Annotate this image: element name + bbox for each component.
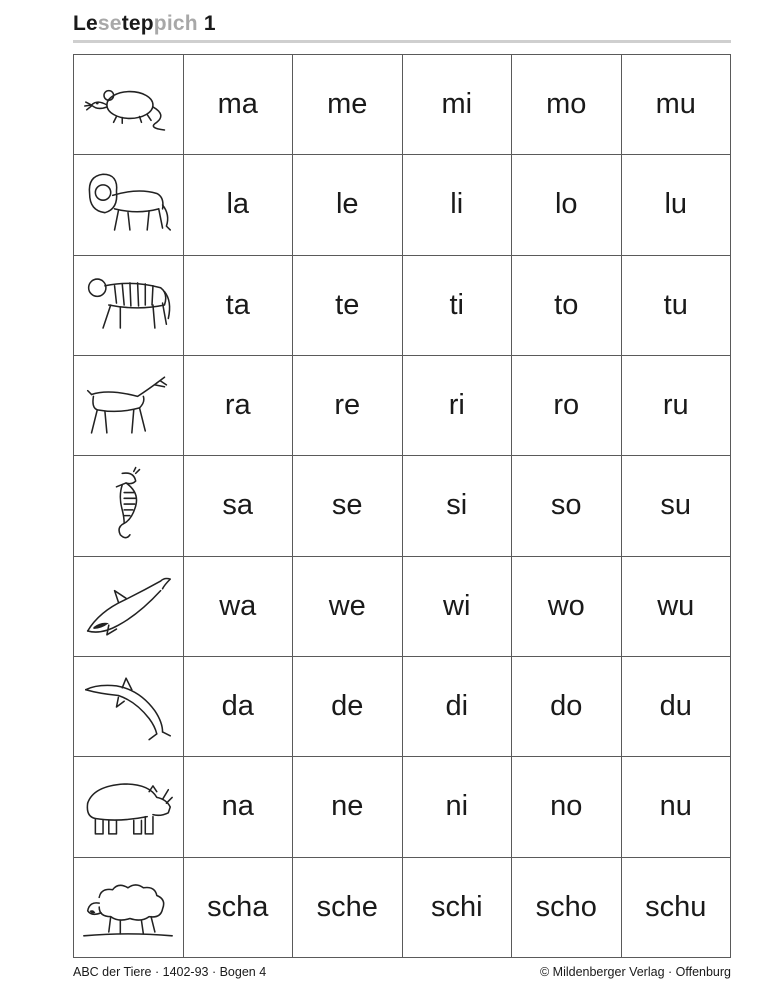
syllable-cell: ta: [184, 256, 294, 356]
animal-cell: [74, 657, 184, 757]
orca-icon: [80, 566, 176, 646]
syllable-cell: scha: [184, 858, 294, 958]
animal-cell: [74, 155, 184, 255]
syllable-cell: te: [293, 256, 403, 356]
title-part: 1: [197, 12, 216, 35]
syllable-cell: ru: [622, 356, 732, 456]
syllable-cell: scho: [512, 858, 622, 958]
animal-cell: [74, 55, 184, 155]
seahorse-icon: [80, 466, 176, 546]
syllable-cell: de: [293, 657, 403, 757]
syllable-grid: [73, 54, 731, 958]
syllable-cell: me: [293, 55, 403, 155]
syllable-cell: se: [293, 456, 403, 556]
syllable-cell: nu: [622, 757, 732, 857]
syllable-cell: ra: [184, 356, 294, 456]
syllable-cell: li: [403, 155, 513, 255]
syllable-cell: re: [293, 356, 403, 456]
syllable-cell: schu: [622, 858, 732, 958]
syllable-cell: si: [403, 456, 513, 556]
syllable-cell: sche: [293, 858, 403, 958]
syllable-cell: da: [184, 657, 294, 757]
syllable-cell: lu: [622, 155, 732, 255]
syllable-cell: du: [622, 657, 732, 757]
syllable-cell: mu: [622, 55, 732, 155]
lion-icon: [80, 165, 176, 245]
syllable-cell: we: [293, 557, 403, 657]
syllable-cell: wu: [622, 557, 732, 657]
footer-right: © Mildenberger Verlag · Offenburg: [539, 965, 731, 979]
syllable-cell: tu: [622, 256, 732, 356]
animal-cell: [74, 356, 184, 456]
animal-cell: [74, 456, 184, 556]
syllable-cell: ma: [184, 55, 294, 155]
syllable-cell: di: [403, 657, 513, 757]
page-title: [73, 12, 216, 36]
footer-left: ABC der Tiere · 1402-93 · Bogen 4: [73, 965, 267, 979]
syllable-cell: schi: [403, 858, 513, 958]
syllable-cell: ti: [403, 256, 513, 356]
animal-cell: [74, 757, 184, 857]
syllable-cell: ro: [512, 356, 622, 456]
title-part: se: [97, 12, 122, 35]
syllable-cell: su: [622, 456, 732, 556]
syllable-cell: do: [512, 657, 622, 757]
syllable-cell: sa: [184, 456, 294, 556]
syllable-cell: wo: [512, 557, 622, 657]
syllable-cell: la: [184, 155, 294, 255]
rhino-icon: [80, 767, 176, 847]
sheep-icon: [80, 867, 176, 947]
animal-cell: [74, 557, 184, 657]
deer-icon: [80, 366, 176, 446]
syllable-cell: mo: [512, 55, 622, 155]
animal-cell: [74, 256, 184, 356]
syllable-cell: lo: [512, 155, 622, 255]
syllable-cell: wa: [184, 557, 294, 657]
syllable-cell: to: [512, 256, 622, 356]
syllable-cell: na: [184, 757, 294, 857]
syllable-cell: mi: [403, 55, 513, 155]
title-part: tep: [121, 12, 154, 35]
mouse-icon: [80, 65, 176, 145]
dolphin-icon: [80, 667, 176, 747]
title-rule: [73, 40, 731, 43]
syllable-cell: so: [512, 456, 622, 556]
title-part: Le: [73, 12, 98, 35]
title-part: pich: [153, 12, 198, 35]
syllable-cell: no: [512, 757, 622, 857]
syllable-cell: ri: [403, 356, 513, 456]
tiger-icon: [80, 265, 176, 345]
syllable-cell: ne: [293, 757, 403, 857]
syllable-cell: ni: [403, 757, 513, 857]
syllable-cell: le: [293, 155, 403, 255]
animal-cell: [74, 858, 184, 958]
syllable-cell: wi: [403, 557, 513, 657]
